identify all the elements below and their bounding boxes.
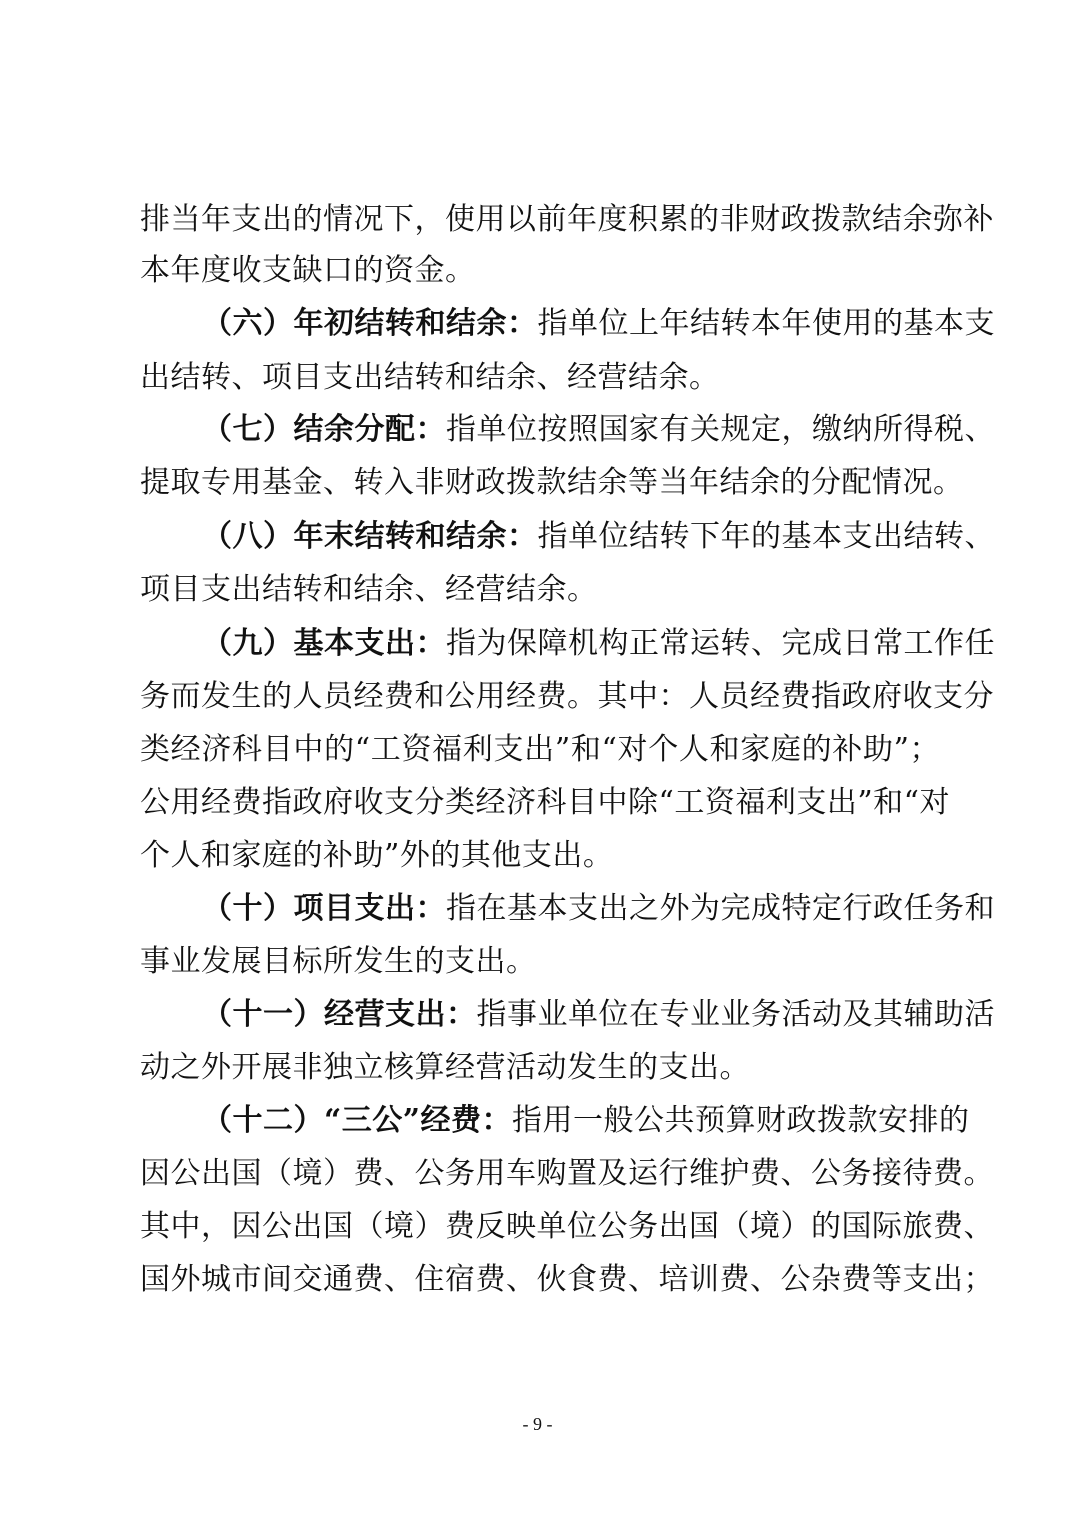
term-definition: 指在基本支出之外为完成特定行政任务和 xyxy=(446,891,995,926)
text-line: 公用经费指政府收支分类经济科目中除“工资福利支出”和“对 xyxy=(140,785,951,820)
term-definition: 指事业单位在专业业务活动及其辅助活 xyxy=(476,997,995,1032)
text-line: 其中，因公出国（境）费反映单位公务出国（境）的国际旅费、 xyxy=(140,1209,994,1244)
text-line: 动之外开展非独立核算经营活动发生的支出。 xyxy=(140,1050,750,1085)
text-line: 事业发展目标所发生的支出。 xyxy=(140,944,537,979)
paragraph-eleven xyxy=(202,995,995,1035)
paragraph-ten xyxy=(202,889,995,929)
term-heading: （十一）经营支出： xyxy=(202,997,477,1032)
paragraph-eight xyxy=(202,517,995,557)
text-line: 类经济科目中的“工资福利支出”和“对个人和家庭的补助”； xyxy=(140,732,940,767)
paragraph-twelve xyxy=(202,1101,970,1141)
text-line: 个人和家庭的补助”外的其他支出。 xyxy=(140,838,614,873)
term-heading: （七）结余分配： xyxy=(202,412,446,447)
text-line: 务而发生的人员经费和公用经费。其中：人员经费指政府收支分 xyxy=(140,679,994,714)
paragraph-seven xyxy=(202,410,995,450)
page-number: - 9 - xyxy=(522,1414,553,1434)
term-definition: 指用一般公共预算财政拨款安排的 xyxy=(512,1103,970,1138)
term-definition: 指单位按照国家有关规定，缴纳所得税、 xyxy=(446,412,995,447)
term-heading: （九）基本支出： xyxy=(202,626,446,661)
term-heading: （六）年初结转和结余： xyxy=(202,306,538,341)
text-line: 排当年支出的情况下，使用以前年度积累的非财政拨款结余弥补 xyxy=(140,202,994,237)
term-heading: （八）年末结转和结余： xyxy=(202,519,538,554)
paragraph-nine xyxy=(202,624,995,664)
text-line: 提取专用基金、转入非财政拨款结余等当年结余的分配情况。 xyxy=(140,465,964,500)
term-heading: （十）项目支出： xyxy=(202,891,446,926)
term-definition: 指为保障机构正常运转、完成日常工作任 xyxy=(446,626,995,661)
paragraph-six xyxy=(202,304,995,344)
text-line: 项目支出结转和结余、经营结余。 xyxy=(140,572,598,607)
text-line: 因公出国（境）费、公务用车购置及运行维护费、公务接待费。 xyxy=(140,1156,994,1191)
term-definition: 指单位上年结转本年使用的基本支 xyxy=(537,306,995,341)
term-definition: 指单位结转下年的基本支出结转、 xyxy=(537,519,995,554)
term-heading: （十二）“三公”经费： xyxy=(202,1103,513,1138)
text-line: 国外城市间交通费、住宿费、伙食费、培训费、公杂费等支出； xyxy=(140,1262,994,1297)
text-line: 出结转、项目支出结转和结余、经营结余。 xyxy=(140,360,720,395)
text-line: 本年度收支缺口的资金。 xyxy=(140,253,476,288)
